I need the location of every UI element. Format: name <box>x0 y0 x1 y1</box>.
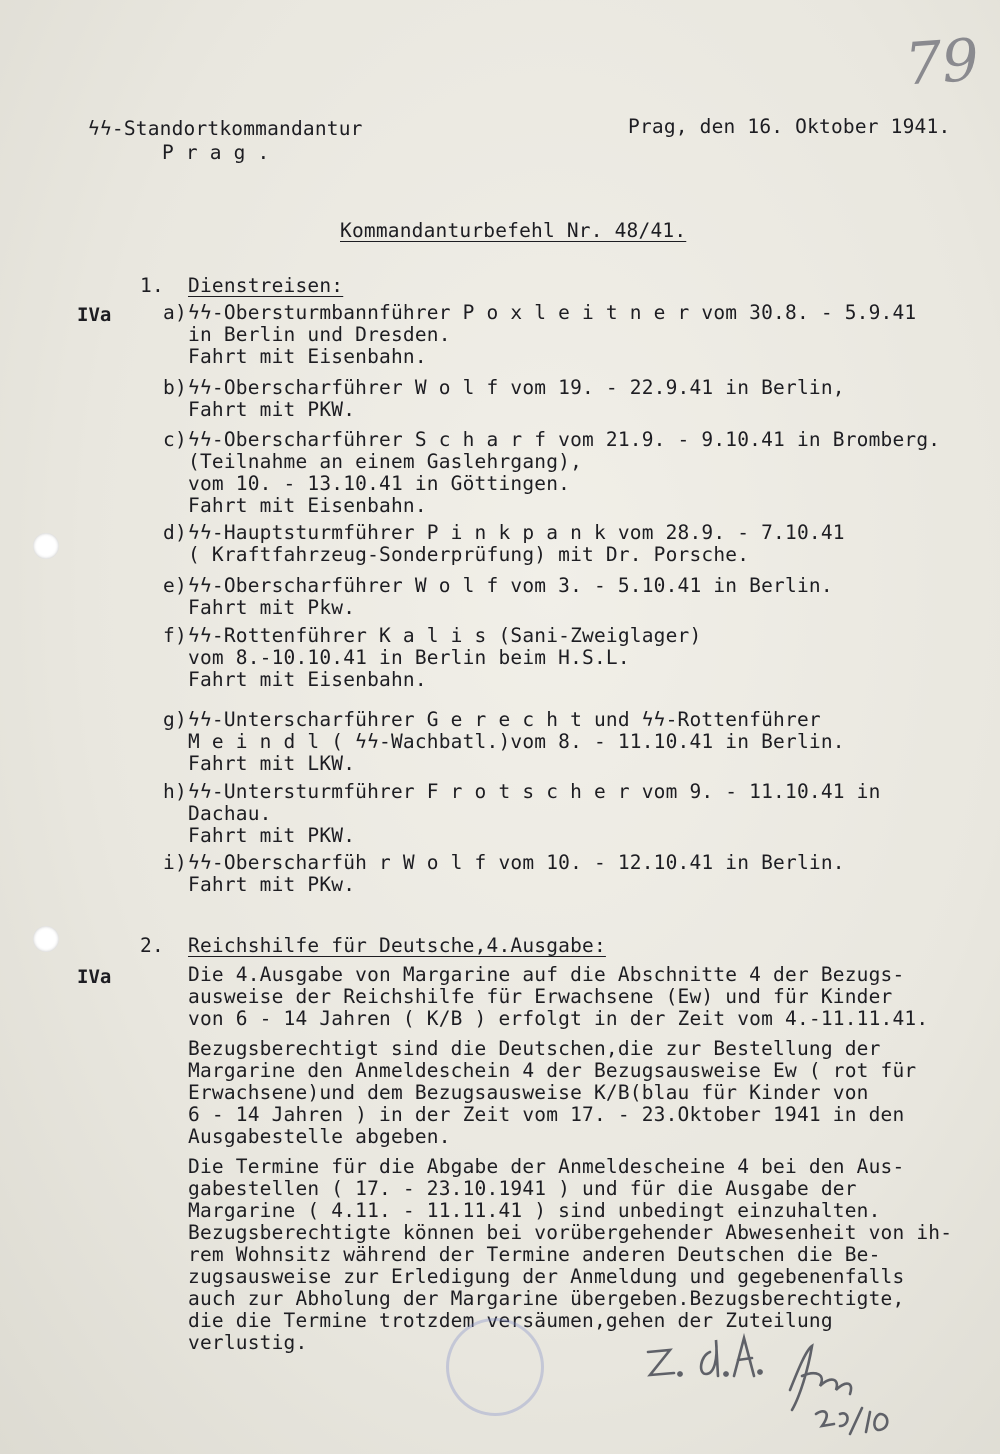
section-number: 2. <box>140 934 164 957</box>
document-date: Prag, den 16. Oktober 1941. <box>628 115 951 138</box>
margin-label: IVa <box>77 304 112 326</box>
handwritten-annotation <box>640 1330 940 1440</box>
paragraph-line: gabestellen ( 17. - 23.10.1941 ) und für die Ausgabe der <box>188 1177 857 1200</box>
section-number: 1. <box>140 274 164 297</box>
paragraph-line: ausweise der Reichshilfe für Erwachsene (Ew) und für Kinder <box>188 985 893 1008</box>
item-line: ϟϟ-Unterscharführer G e r e c h t und ϟϟ-Rottenführer <box>188 708 821 731</box>
item-line: Fahrt mit PKw. <box>188 873 356 896</box>
paragraph-line: Margarine ( 4.11. - 11.11.41 ) sind unbedingt einzuhalten. <box>188 1199 881 1222</box>
section-heading: Reichshilfe für Deutsche,4.Ausgabe: <box>188 934 606 957</box>
item-letter: b) <box>163 376 187 399</box>
paragraph-line: verlustig. <box>188 1331 308 1354</box>
margin-label: IVa <box>77 966 112 988</box>
paragraph-line: rem Wohnsitz während der Termine anderen Deutschen die Be- <box>188 1243 881 1266</box>
paragraph-line: Die Termine für die Abgabe der Anmeldescheine 4 bei den Aus- <box>188 1155 905 1178</box>
item-line: Dachau. <box>188 802 272 825</box>
punch-hole <box>33 926 59 952</box>
paragraph-line: Bezugsberechtigt sind die Deutschen,die zur Bestellung der <box>188 1037 881 1060</box>
paragraph-line: Bezugsberechtigte können bei vorübergehender Abwesenheit von ih- <box>188 1221 953 1244</box>
paragraph-line: Margarine den Anmeldeschein 4 der Bezugsausweise Ew ( rot für <box>188 1059 917 1082</box>
item-line: ϟϟ-Oberscharführer S c h a r f vom 21.9. - 9.10.41 in Bromberg. <box>188 428 941 451</box>
paragraph-line: Erwachsene)und dem Bezugsausweise K/B(blau für Kinder von <box>188 1081 869 1104</box>
item-line: Fahrt mit PKW. <box>188 398 356 421</box>
item-line: Fahrt mit PKW. <box>188 824 356 847</box>
item-letter: i) <box>163 851 187 874</box>
paragraph-line: 6 - 14 Jahren ) in der Zeit vom 17. - 23.Oktober 1941 in den <box>188 1103 905 1126</box>
item-letter: a) <box>163 301 187 324</box>
paragraph-line: die die Termine trotzdem versäumen,gehen der Zuteilung <box>188 1309 833 1332</box>
item-line: Fahrt mit LKW. <box>188 752 356 775</box>
item-line: Fahrt mit Eisenbahn. <box>188 668 427 691</box>
item-line: ( Kraftfahrzeug-Sonderprüfung) mit Dr. Porsche. <box>188 543 750 566</box>
paragraph-line: zugsausweise zur Erledigung der Anmeldung und gegebenenfalls <box>188 1265 905 1288</box>
item-line: ϟϟ-Oberscharführer W o l f vom 19. - 22.9.41 in Berlin, <box>188 376 845 399</box>
item-line: in Berlin und Dresden. <box>188 323 451 346</box>
unit-name: ϟϟ-Standortkommandantur <box>88 117 363 140</box>
paragraph-line: Ausgabestelle abgeben. <box>188 1125 451 1148</box>
official-stamp <box>446 1318 544 1416</box>
item-letter: f) <box>163 624 187 647</box>
paragraph-line: auch zur Abholung der Margarine übergeben.Bezugsberechtigte, <box>188 1287 905 1310</box>
punch-hole <box>33 533 59 559</box>
item-line: vom 8.-10.10.41 in Berlin beim H.S.L. <box>188 646 630 669</box>
item-letter: c) <box>163 428 187 451</box>
item-line: ϟϟ-Untersturmführer F r o t s c h e r vom 9. - 11.10.41 in <box>188 780 881 803</box>
item-line: Fahrt mit Eisenbahn. <box>188 494 427 517</box>
item-line: ϟϟ-Obersturmbannführer P o x l e i t n e r vom 30.8. - 5.9.41 <box>188 301 917 324</box>
section-heading: Dienstreisen: <box>188 274 344 297</box>
item-line: M e i n d l ( ϟϟ-Wachbatl.)vom 8. - 11.10.41 in Berlin. <box>188 730 845 753</box>
item-line: Fahrt mit Eisenbahn. <box>188 345 427 368</box>
item-letter: h) <box>163 780 187 803</box>
document-title: Kommandanturbefehl Nr. 48/41. <box>340 219 687 242</box>
item-line: (Teilnahme an einem Gaslehrgang), <box>188 450 583 473</box>
page-number: 79 <box>902 25 982 99</box>
item-line: ϟϟ-Oberscharführer W o l f vom 3. - 5.10.41 in Berlin. <box>188 574 833 597</box>
item-letter: d) <box>163 521 187 544</box>
item-line: vom 10. - 13.10.41 in Göttingen. <box>188 472 571 495</box>
item-line: ϟϟ-Rottenführer K a l i s (Sani-Zweiglager) <box>188 624 702 647</box>
item-letter: g) <box>163 708 187 731</box>
item-line: Fahrt mit Pkw. <box>188 596 356 619</box>
item-line: ϟϟ-Oberscharfüh r W o l f vom 10. - 12.10.41 in Berlin. <box>188 851 845 874</box>
paragraph-line: Die 4.Ausgabe von Margarine auf die Abschnitte 4 der Bezugs- <box>188 963 905 986</box>
item-letter: e) <box>163 574 187 597</box>
paragraph-line: von 6 - 14 Jahren ( K/B ) erfolgt in der Zeit vom 4.-11.11.41. <box>188 1007 929 1030</box>
unit-city: P r a g . <box>162 141 270 164</box>
item-line: ϟϟ-Hauptsturmführer P i n k p a n k vom 28.9. - 7.10.41 <box>188 521 845 544</box>
